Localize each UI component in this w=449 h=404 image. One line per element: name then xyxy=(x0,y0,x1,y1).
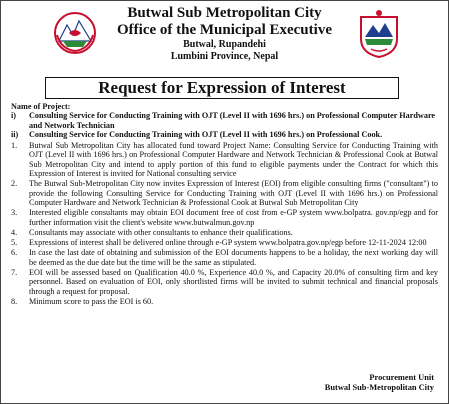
clause-text: Consultants may associate with other consultants to enhance their qualifications. xyxy=(29,227,293,237)
clause-item xyxy=(11,208,438,227)
project-text: Consulting Service for Conducting Training with OJT (Level II with 1696 hrs.) on Professional Computer Hardware and Network Technician xyxy=(29,111,436,130)
clause-number: 3. xyxy=(11,208,18,218)
project-number: ii) xyxy=(11,129,19,139)
city-name: Butwal Sub Metropolitan City xyxy=(127,5,322,21)
clause-text: EOI will be assessed based on Qualification 40.0 %, Experience 40.0 %, and Capacity 20.0% of consulting firm and key personnel. Based on evaluation of EOI, only shortlisted firms will be invited to submit technical and financial proposals through a request for proposal. xyxy=(29,268,438,296)
clause-text: The Butwal Sub-Metropolitan City now invites Expression of Interest (EOI) from eligible consulting firms ("consultant") to provide the following Consulting Service for Conducting Training with OJT (Level II with 1696 hrs.) on Professional Computer Hardware and Network Technician & Professional Cook at Butwal Sub Metropolitan City xyxy=(29,179,438,207)
notice-body xyxy=(11,102,438,307)
clause-number: 4. xyxy=(11,227,18,237)
clause-item xyxy=(11,248,438,267)
location: Butwal, Rupandehi xyxy=(183,39,266,50)
project-text: Consulting Service for Conducting Training with OJT (Level II with 1696 hrs.) on Professional Cook. xyxy=(29,129,383,139)
clause-number: 7. xyxy=(11,268,18,278)
project-item xyxy=(11,111,438,130)
butwal-city-logo-icon xyxy=(357,9,401,59)
clause-text: Butwal Sub Metropolitan City has allocated fund toward Project Name: Consulting Service for Conducting Training with OJT (Level II with 1696 hrs.) on Professional Computer Hardware and Network Technician & Professional Cook at Butwal Sub Metropolitan City and intend to apply portion of this fund to eligible payments under the Contract for which this Expression of Interest is invited for National consulting service xyxy=(29,141,438,179)
clause-item xyxy=(11,297,438,306)
clause-number: 5. xyxy=(11,238,18,248)
office-name: Office of the Municipal Executive xyxy=(117,22,332,38)
clause-text: Minimum score to pass the EOI is 60. xyxy=(29,296,154,306)
procurement-unit: Procurement Unit xyxy=(369,373,434,382)
clause-text: Expressions of interest shall be delivered online through e-GP system www.bolpatra.gov.np/egp before 12-11-2024 12:00 xyxy=(29,238,427,248)
clause-item xyxy=(11,179,438,207)
clause-number: 1. xyxy=(11,141,18,151)
project-label: Name of Project: xyxy=(11,102,71,111)
clause-item xyxy=(11,228,438,237)
clause-number: 2. xyxy=(11,179,18,189)
notice-header xyxy=(1,1,448,75)
notice-title: Request for Expression of Interest xyxy=(45,77,399,99)
clause-list xyxy=(11,141,438,306)
project-number: i) xyxy=(11,111,17,121)
clause-number: 6. xyxy=(11,248,18,258)
clause-number: 8. xyxy=(11,296,18,306)
project-item xyxy=(11,130,438,139)
organization-name: Butwal Sub-Metropolitan City xyxy=(324,383,434,392)
clause-item xyxy=(11,141,438,178)
clause-item xyxy=(11,238,438,247)
clause-text: In case the last date of obtaining and submission of the EOI documents happens to be a holiday, the next working day will be deemed as the due date but the time will be the same as stipulated. xyxy=(29,248,438,267)
signature-block xyxy=(325,373,434,393)
province: Lumbini Province, Nepal xyxy=(170,51,279,62)
clause-text: Interested eligible consultants may obtain EOI document free of cost from e-GP system www.bolpatra. gov.np/egp and for further information visit the client's website www.butwalmun.gov.np xyxy=(29,208,438,227)
clause-item xyxy=(11,268,438,296)
